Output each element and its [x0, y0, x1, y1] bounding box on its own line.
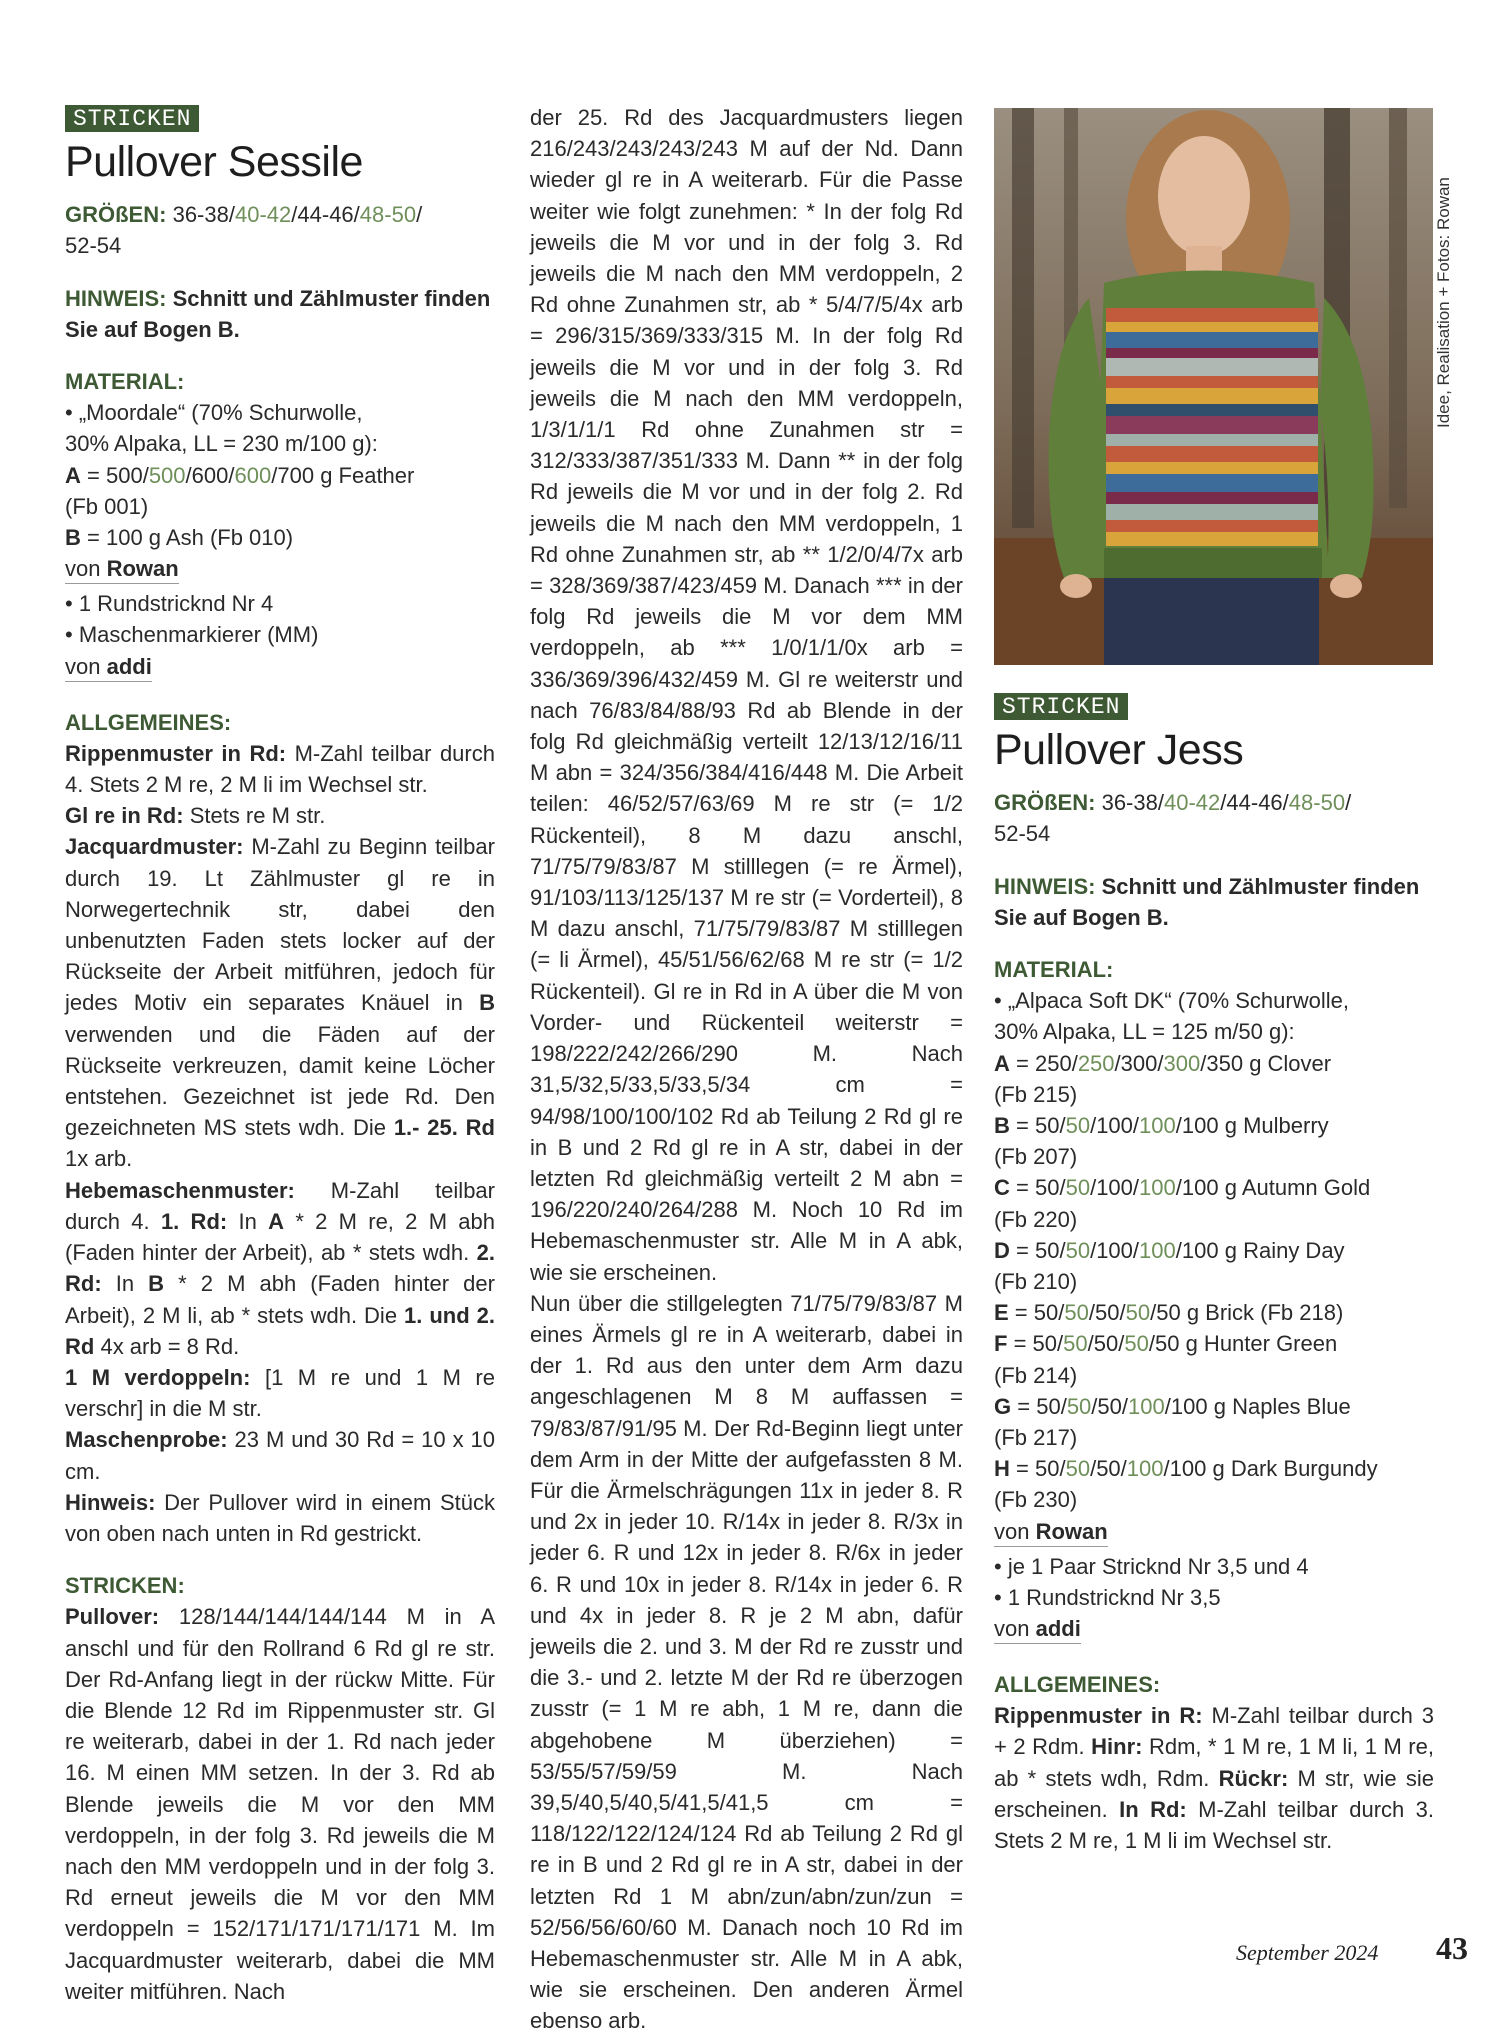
- amount: 100: [1169, 1456, 1207, 1482]
- note-block: [65, 283, 495, 345]
- brand-name: Rowan: [1035, 1518, 1108, 1544]
- yarn-line: 30% Alpaka, LL = 230 m/100 g):: [65, 431, 378, 457]
- von-text: von: [994, 1518, 1030, 1544]
- amount: 50: [1033, 1300, 1059, 1326]
- term-text: M-Zahl teilbar durch 4. Stets 2 M re, 2 M li im Wechsel str.: [65, 740, 495, 798]
- amount: 100: [1181, 1237, 1219, 1263]
- needle-line: • 1 Rundstricknd Nr 3,5: [994, 1584, 1221, 1610]
- amount: 50: [1065, 1456, 1091, 1482]
- amount: 50: [1034, 1175, 1060, 1201]
- size: 44-46: [1226, 790, 1283, 816]
- color-key: G: [994, 1393, 1012, 1419]
- row-label: 2. Rd:: [65, 1240, 495, 1297]
- issue-date: September 2024: [1236, 1940, 1379, 1965]
- needle-line: • 1 Rundstricknd Nr 4: [65, 591, 274, 617]
- color-name: g Dark Burgundy: [1212, 1456, 1378, 1482]
- size: 48-50: [359, 202, 417, 228]
- amount: 500: [148, 462, 186, 488]
- amount: 300: [1163, 1050, 1201, 1076]
- color-line: [65, 522, 495, 553]
- material-label: MATERIAL:: [994, 957, 1114, 983]
- von-text: von: [994, 1616, 1030, 1642]
- color-fb: (Fb 001): [65, 493, 149, 519]
- term-text: In: [238, 1208, 257, 1234]
- term-label: Rippenmuster in Rd:: [65, 740, 287, 766]
- color-key: F: [994, 1331, 1008, 1357]
- term-label: Gl re in Rd:: [65, 803, 184, 829]
- color-key: B: [65, 525, 81, 551]
- term-text: M-Zahl teilbar durch 4.: [65, 1177, 495, 1234]
- size: 48-50: [1288, 790, 1346, 816]
- instructions-block: [65, 1570, 495, 2007]
- amount: 50: [1156, 1300, 1181, 1326]
- instructions-text: 128/144/144/144/144 M in A anschl und für den Rollrand 6 Rd gl re str. Der Rd-Anfang liegt in der rückw Mitte. Für die Blende 12 Rd im Rippenmuster str. Gl re weiterarb, dabei in der 1. Rd nach jeder 16. M einen MM setzen. In der 3. Rd ab Blende jeweils die M vor den MM verdoppeln, in der folg 3. Rd jeweils die M nach den MM verdoppeln und in der folg 3. Rd erneut jeweils die M vor den MM verdoppeln = 152/171/171/171/171 M. Im Jacquardmuster weiterarb, dabei die MM weiter mitführen. Nach: [65, 1604, 495, 2004]
- amount: 50: [1096, 1456, 1121, 1482]
- page-number: 43: [1436, 1930, 1468, 1966]
- color-name: g Rainy Day: [1224, 1237, 1345, 1263]
- von-text: von: [65, 653, 101, 679]
- term-text: * 2 M re, 2 M abh (Faden hinter der Arbeit), ab * stets wdh.: [65, 1208, 495, 1266]
- sleeve-instructions-text: Nun über die stillgelegten 71/75/79/83/87 M eines Ärmels gl re in A weiterarb, dabei in der 1. Rd aus den unter dem Arm dazu angeschlagenen M 8 M auffassen = 79/83/87/91/95 M. Der Rd-Beginn liegt unter dem Arm in der Mitte der aufgefassten 8 M. Für die Ärmelschrägungen 11x in jeder 8. R und 2x in jeder 10. R/14x in jeder 8. R/3x in jeder 6. R und 12x in jeder 8. R/6x in jeder 6. R und 10x in jeder 8. R/14x in jeder 6. R und 4x in jeder 8. R je 2 M abn, dafür jeweils die 2. und 3. M der Rd re zusstr und die 3.- und 2. letzte M der Rd re überzogen zusstr (= 1 M re abh, 1 M re, dann die abgehobene M überziehen) = 53/55/57/59/59 M. Nach 39,5/40,5/40,5/41,5/41,5 cm = 118/122/122/124/124 Rd ab Teilung 2 Rd gl re in B und 2 Rd gl re in A str, dabei in der letzten Rd 1 M abn/zun/abn/zun/zun = 52/56/56/60/60 M. Danach noch 10 Rd im Hebemaschenmuster str. Alle M in A abk, wie sie erscheinen. Den anderen Ärmel ebenso arb.: [530, 1290, 963, 2034]
- amount: 300: [1120, 1050, 1158, 1076]
- amount: 100: [1170, 1393, 1208, 1419]
- supplier-line: [65, 653, 152, 682]
- material-block: [994, 954, 1434, 1648]
- amount: 50: [1034, 1113, 1060, 1139]
- color-name: g Clover: [1249, 1050, 1332, 1076]
- color-name: g Hunter Green: [1185, 1331, 1338, 1357]
- term-text: [1 M re und 1 M re verschr] in die M str.: [65, 1364, 495, 1422]
- supplier-line: [994, 1615, 1081, 1644]
- sizes-label: GRÖßEN:: [994, 790, 1096, 816]
- color-fb: (Fb 220): [994, 1206, 1078, 1232]
- row-range: 1. und 2. Rd: [65, 1302, 495, 1359]
- amount: 250: [1034, 1050, 1072, 1076]
- yarn-line: 30% Alpaka, LL = 125 m/50 g):: [994, 1019, 1295, 1045]
- color-line: H = 50/50/50/100/100 g Dark Burgundy: [994, 1456, 1378, 1482]
- amount: 250: [1077, 1050, 1115, 1076]
- term-label: Hebemaschenmuster:: [65, 1177, 295, 1203]
- color-fb: (Fb 210): [994, 1269, 1078, 1295]
- color-key: A: [994, 1050, 1010, 1076]
- color-key: B: [148, 1271, 165, 1297]
- term-label: Pullover:: [65, 1604, 160, 1630]
- needle-line: • je 1 Paar Stricknd Nr 3,5 und 4: [994, 1553, 1309, 1579]
- term-text: M-Zahl teilbar durch 3 + 2 Rdm.: [994, 1703, 1434, 1760]
- supplier-line: [994, 1518, 1108, 1547]
- amount: 50: [1064, 1300, 1089, 1326]
- color-line: B = 50/50/100/100/100 g Mulberry: [994, 1113, 1329, 1139]
- note-text: Schnitt und Zählmuster finden Sie auf Bogen B.: [994, 873, 1420, 930]
- photo-credit: Idee, Realisation + Fotos: Rowan: [1434, 177, 1453, 428]
- color-fb: (Fb 215): [994, 1081, 1078, 1107]
- instructions-label: STRICKEN:: [65, 1573, 185, 1599]
- color-fb: (Fb 230): [994, 1487, 1078, 1513]
- amount: 50: [1063, 1331, 1088, 1357]
- general-label: ALLGEMEINES:: [994, 1672, 1161, 1698]
- term-label: Maschenprobe:: [65, 1427, 228, 1453]
- term-text: Rdm, * 1 M re, 1 M li, 1 M re, ab * stets wdh, Rdm.: [994, 1734, 1434, 1791]
- amount: 100: [1181, 1175, 1219, 1201]
- size: 52-54: [65, 233, 122, 259]
- amount: 50: [1065, 1237, 1091, 1263]
- column-jess: [994, 690, 1434, 1877]
- color-name: g Mulberry: [1224, 1113, 1329, 1139]
- color-fb: (Fb 214): [994, 1362, 1078, 1388]
- term-label: Hinr:: [1091, 1734, 1143, 1760]
- term-text: verwenden und die Fäden auf der Rückseite verkreuzen, damit keine Löcher entstehen. Gezeichnet ist jede Rd. Den gezeichneten MS stets wdh. Die: [65, 1021, 495, 1141]
- amount: 50: [1065, 1175, 1091, 1201]
- color-name: g Naples Blue: [1213, 1393, 1351, 1419]
- color-key: H: [994, 1456, 1010, 1482]
- color-name: g Brick (Fb 218): [1186, 1300, 1344, 1326]
- brand-name: Rowan: [106, 556, 179, 582]
- term-text: M str, wie sie erscheinen.: [994, 1765, 1434, 1822]
- size: 36-38: [1101, 790, 1158, 816]
- amount: 50: [1065, 1113, 1091, 1139]
- color-line: E = 50/50/50/50/50 g Brick (Fb 218): [994, 1300, 1344, 1326]
- color-key: A: [268, 1208, 285, 1234]
- color-line: D = 50/50/100/100/100 g Rainy Day: [994, 1237, 1345, 1263]
- section-title: Pullover Jess: [994, 726, 1244, 775]
- term-label: In Rd:: [1119, 1796, 1187, 1822]
- color-fb: (Fb 207): [994, 1144, 1078, 1170]
- instructions-text: der 25. Rd des Jacquardmusters liegen 216/243/243/243/243 M auf der Nd. Dann wieder gl re in A weiterarb. Für die Passe weiter wie folgt zunehmen: * In der folg Rd jeweils die M vor und in der folg 3. Rd jeweils die M nach den MM verdoppeln, 2 Rd ohne Zunahmen str, ab * 5/4/7/5/4x arb = 296/315/369/333/315 M. In der folg Rd jeweils die M vor und in der folg 3. Rd jeweils die M nach den MM verdoppeln, 1/3/1/1/1 Rd ohne Zunahmen str = 312/333/387/351/333 M. Dann ** in der folg Rd jeweils die M vor und in der folg 2. Rd jeweils die M nach den MM verdoppeln, 1 Rd ohne Zunahmen str, ab ** 1/2/0/4/7x arb = 328/369/387/423/459 M. Danach *** in der folg Rd jeweils die M vor dem MM verdoppeln, ab *** 1/0/1/1/0x arb = 336/369/396/432/459 M. Gl re weiterstr und nach 76/83/84/88/93 Rd ab Blende in der folg Rd gleichmäßig verteilt 12/13/12/16/11 M abn = 324/356/384/416/448 M. Die Arbeit teilen: 46/52/57/63/69 M re str (= 1/2 Rückenteil), 8 M dazu anschl, 71/75/79/83/87 M stilllegen (= re Ärmel), 91/103/113/125/137 M re str (= Vorderteil), 8 M dazu anschl, 71/75/79/83/87 M stilllegen (= li Ärmel), 45/51/56/62/68 M re str (= 1/2 Rückenteil). Gl re in Rd in A über die M von Vorder- und Rückenteil weiterstr = 198/222/242/266/290 M. Nach 31,5/32,5/33,5/33,5/34 cm = 94/98/100/100/102 Rd ab Teilung 2 Rd gl re in B und 2 Rd gl re in A str, dabei in der letzten Rd gleichmäßig verteilt 2 M abn = 196/220/240/264/288 M. Noch 10 Rd im Hebemaschenmuster str. Alle M in A abk, wie sie erscheinen.: [530, 105, 963, 1285]
- color-line: F = 50/50/50/50/50 g Hunter Green: [994, 1331, 1338, 1357]
- amount: 100: [1181, 1113, 1219, 1139]
- term-text: Stets re M str.: [189, 803, 326, 829]
- amount: 100: [1096, 1237, 1133, 1263]
- section-tag: STRICKEN: [994, 693, 1128, 720]
- amount: 600: [234, 462, 272, 488]
- size: 40-42: [234, 202, 292, 228]
- color-line: A = 500/500/600/600/700 g Feather: [65, 462, 415, 488]
- note-label: HINWEIS:: [994, 873, 1096, 899]
- color-name: g Feather: [320, 462, 415, 488]
- general-label: ALLGEMEINES:: [65, 709, 232, 735]
- woman-wearing-fair-isle-sweater-image: [994, 108, 1433, 665]
- color-key: B: [994, 1113, 1010, 1139]
- amount: 50: [1124, 1331, 1149, 1357]
- term-text: Der Pullover wird in einem Stück von oben nach unten in Rd gestrickt.: [65, 1489, 495, 1546]
- general-block: [65, 707, 495, 1549]
- amount: 50: [1097, 1393, 1122, 1419]
- amount: 100: [1126, 1456, 1164, 1482]
- amount: 50: [1034, 1456, 1060, 1482]
- term-label: Rippenmuster in R:: [994, 1703, 1203, 1729]
- amount: 50: [1036, 1393, 1061, 1419]
- von-text: von: [65, 556, 101, 582]
- row-range: 1.- 25. Rd: [393, 1115, 495, 1141]
- amount: 100: [1139, 1237, 1176, 1263]
- term-text: 1x arb.: [65, 1146, 133, 1172]
- brand-name: addi: [106, 653, 152, 679]
- color-fb: (Fb 217): [994, 1425, 1078, 1451]
- color-name: = 100 g Ash (Fb 010): [87, 525, 294, 551]
- term-label: 1 M verdoppeln:: [65, 1364, 251, 1390]
- term-text: 4x arb = 8 Rd.: [100, 1333, 240, 1359]
- sizes-label: GRÖßEN:: [65, 202, 167, 228]
- row-label: 1. Rd:: [160, 1208, 228, 1234]
- color-line: A = 250/250/300/300/350 g Clover: [994, 1050, 1332, 1076]
- amount: 100: [1128, 1393, 1165, 1419]
- amount: 50: [1066, 1393, 1092, 1419]
- general-block: [994, 1669, 1434, 1856]
- note-text: Schnitt und Zählmuster finden Sie auf Bogen B.: [65, 285, 491, 342]
- amount: 100: [1139, 1113, 1176, 1139]
- page-title: Pullover Sessile: [65, 138, 363, 187]
- amount: 500: [105, 462, 143, 488]
- term-label: Rückr:: [1218, 1765, 1289, 1791]
- color-line: C = 50/50/100/100/100 g Autumn Gold: [994, 1175, 1371, 1201]
- sweater-photo: [994, 108, 1433, 665]
- color-key: C: [994, 1175, 1010, 1201]
- size: 40-42: [1163, 790, 1221, 816]
- amount: 100: [1096, 1175, 1133, 1201]
- brand-name: addi: [1035, 1616, 1081, 1642]
- term-label: Jacquardmuster:: [65, 834, 244, 860]
- column-continuation: [530, 102, 963, 2037]
- size: 52-54: [994, 821, 1051, 847]
- amount: 50: [1094, 1300, 1120, 1326]
- term-label: Hinweis:: [65, 1489, 156, 1515]
- needle-line: • Maschenmarkierer (MM): [65, 622, 319, 648]
- amount: 600: [191, 462, 229, 488]
- sizes-block: GRÖßEN: 36-38/40-42/44-46/48-50/ 52-54: [994, 790, 1352, 847]
- section-tag: STRICKEN: [65, 105, 199, 132]
- material-label: MATERIAL:: [65, 369, 185, 395]
- material-block: [65, 366, 495, 686]
- amount: 350: [1206, 1050, 1244, 1076]
- amount: 100: [1139, 1175, 1176, 1201]
- color-key: A: [65, 462, 81, 488]
- term-text: M-Zahl teilbar durch 3. Stets 2 M re, 1 M li im Wechsel str.: [994, 1796, 1435, 1854]
- note-block: [994, 871, 1434, 933]
- term-text: 23 M und 30 Rd = 10 x 10 cm.: [65, 1427, 495, 1484]
- supplier-line: [65, 555, 179, 584]
- amount: 50: [1034, 1237, 1060, 1263]
- size: 44-46: [297, 202, 354, 228]
- yarn-line: • „Alpaca Soft DK“ (70% Schurwolle,: [994, 988, 1349, 1014]
- size: 36-38: [172, 202, 229, 228]
- yarn-line: • „Moordale“ (70% Schurwolle,: [65, 400, 363, 426]
- amount: 100: [1096, 1113, 1133, 1139]
- amount: 50: [1154, 1331, 1180, 1357]
- column-sessile: [65, 102, 495, 2028]
- note-label: HINWEIS:: [65, 285, 167, 311]
- term-text: In: [115, 1271, 135, 1297]
- color-key: E: [994, 1300, 1009, 1326]
- term-text: M-Zahl zu Beginn teilbar durch 19. Lt Zählmuster gl re in Norwegertechnik str, dabei den unbenutzten Faden stets locker auf der Rückseite der Arbeit mitführen, jedoch für jedes Motiv ein separates Knäuel in: [65, 834, 495, 1016]
- amount: 50: [1032, 1331, 1058, 1357]
- amount: 50: [1125, 1300, 1151, 1326]
- amount: 50: [1093, 1331, 1119, 1357]
- amount: 700: [277, 462, 315, 488]
- color-key: B: [479, 990, 495, 1016]
- term-text: * 2 M abh (Faden hinter der Arbeit), 2 M li, ab * stets wdh. Die: [65, 1271, 495, 1328]
- sizes-block: GRÖßEN: 36-38/40-42/44-46/48-50/ 52-54: [65, 202, 423, 259]
- color-key: D: [994, 1237, 1010, 1263]
- color-line: G = 50/50/50/100/100 g Naples Blue: [994, 1393, 1351, 1419]
- color-name: g Autumn Gold: [1224, 1175, 1371, 1201]
